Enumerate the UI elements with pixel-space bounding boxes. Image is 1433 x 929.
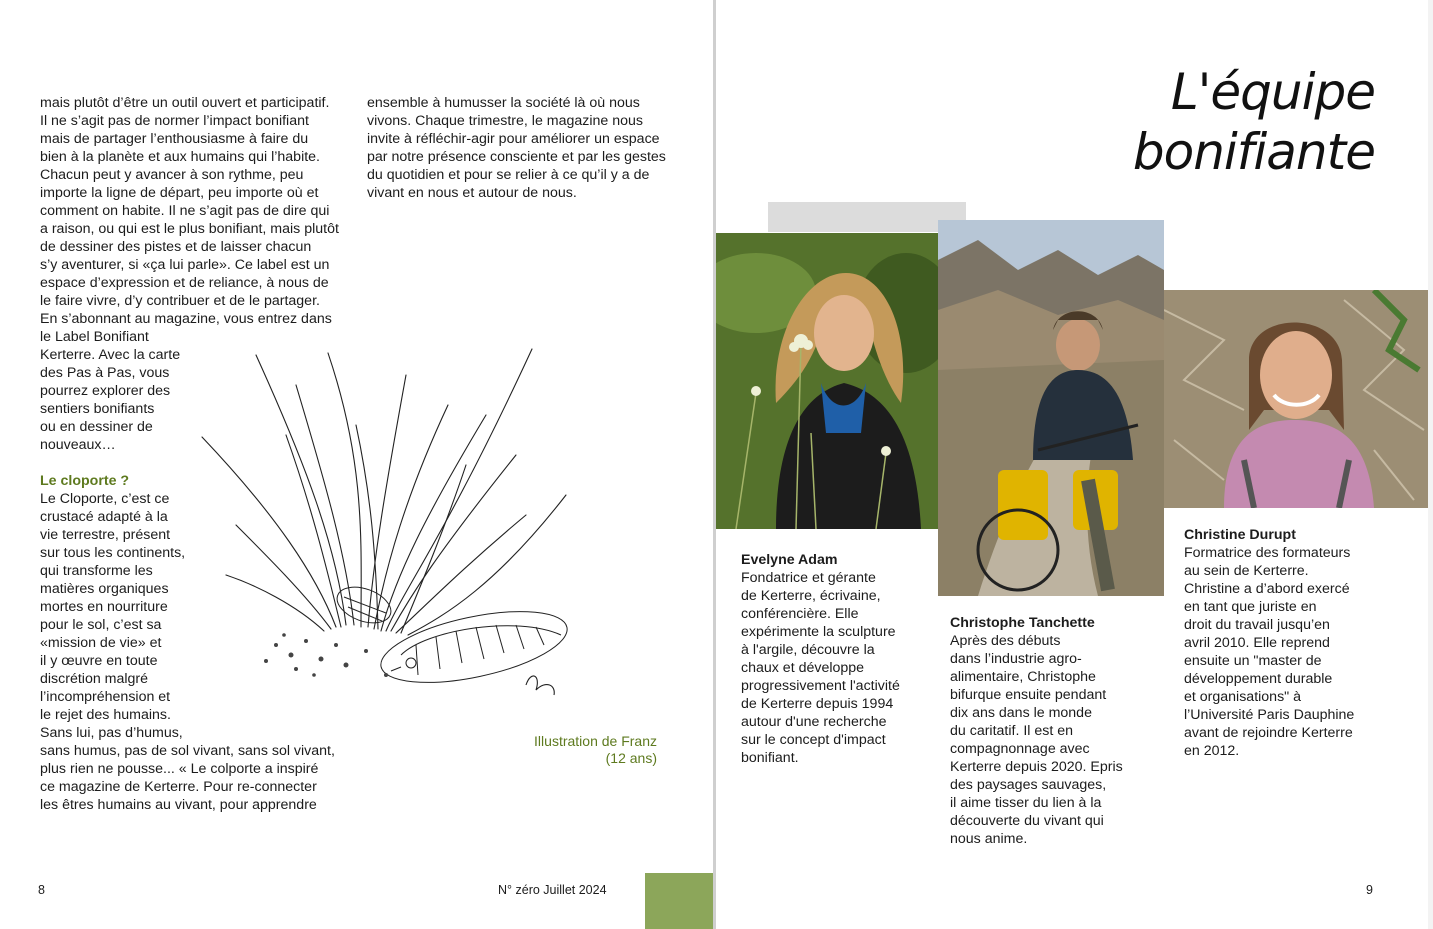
issue-label: N° zéro Juillet 2024	[498, 883, 607, 897]
portrait-photo-christine	[1164, 290, 1430, 508]
title-line-2: bonifiante	[1132, 123, 1375, 181]
team-member-card	[741, 551, 931, 767]
text-column-2	[367, 94, 667, 202]
member-name: Christophe Tanchette	[950, 615, 1095, 631]
page-number-left: 8	[38, 883, 45, 897]
portrait-photo-evelyne	[716, 233, 938, 529]
page-number-right: 9	[1366, 883, 1373, 897]
portrait-photo-christophe	[938, 220, 1164, 596]
member-bio: Fondatrice et gérante de Kerterre, écrivaine, conférencière. Elle expérimente la sculpture à l'argile, découvre la chaux et développe progressivement l'activité de Kerterre depuis 1994 autour d'une recherche sur le concept d'impact bonifiant.	[741, 570, 900, 766]
decorative-gray-bar	[768, 202, 966, 232]
member-bio: Après des débuts dans l’industrie agro- alimentaire, Christophe bifurque ensuite pendant dix ans dans le monde du caritatif. Il est en compagnonnage avec Kerterre depuis 2020. Epris des paysages sauvages, il aime tisser du lien à la découverte du vivant qui nous anime.	[950, 633, 1123, 847]
title-line-1: L'équipe	[1170, 63, 1375, 121]
woodlouse-grass-illustration	[196, 345, 576, 705]
team-member-card	[950, 614, 1150, 848]
team-member-card	[1184, 526, 1384, 760]
member-bio: Formatrice des formateurs au sein de Kerterre. Christine a d’abord exercé en tant que juriste en droit du travail jusqu’en avril 2010. Elle reprend ensuite un "master de développement durable et organisations" à l’Université Paris Dauphine avant de rejoindre Kerterre en 2012.	[1184, 545, 1355, 759]
left-page	[0, 0, 713, 929]
body-paragraph-wrapped: Kerterre. Avec la carte des Pas à Pas, vous pourrez explorer des sentiers bonifiants ou en dessiner de nouveaux…	[40, 347, 181, 453]
body-paragraph: ensemble à humusser la société là où nous vivons. Chaque trimestre, le magazine nous invite à réfléchir-agir pour améliorer un espace par notre présence consciente et par les gestes du quotidien et pour se relier à ce qu’il y a de vivant en nous et autour de nous.	[367, 95, 666, 201]
folio-color-block	[645, 873, 713, 929]
member-name: Christine Durupt	[1184, 527, 1296, 543]
illustration-caption: Illustration de Franz (12 ans)	[534, 733, 657, 766]
body-paragraph: sans humus, pas de sol vivant, sans sol vivant, plus rien ne pousse... « Le colporte a inspiré ce magazine de Kerterre. Pour re-connecter les êtres humains au vivant, pour apprendre	[40, 743, 335, 813]
section-subheading: Le cloporte ?	[40, 473, 130, 489]
body-paragraph-wrapped: Le Cloporte, c’est ce crustacé adapté à la vie terrestre, présent sur tous les continents, qui transforme les matières organiques mortes en nourriture pour le sol, c’est sa «mission de vie» et il y œuvre en toute discrétion malgré l’incompréhension et le rejet des humains. Sans lui, pas d’humus,	[40, 491, 186, 741]
member-name: Evelyne Adam	[741, 552, 838, 568]
body-paragraph: mais plutôt d’être un outil ouvert et participatif. Il ne s’agit pas de normer l’impact bonifiant mais de partager l’enthousiasme à faire du bien à la planète et aux humains qui l’habite. Chacun peut y avancer à son rythme, peu importe la ligne de départ, peu importe où et comment on habite. Il ne s’agit pas de dire qui a raison, ou qui est le plus bonifiant, mais plutôt de dessiner des pistes et de laisser chacun s’y aventurer, si «ça lui parle». Ce label est un espace d’expression et de reliance, à nous de le faire vivre, d’y contribuer et de le partager. En s’abonnant au magazine, vous entrez dans le Label Bonifiant	[40, 95, 339, 345]
page-edge	[1428, 0, 1433, 929]
page-title	[1133, 62, 1375, 182]
artist-signature	[526, 676, 554, 695]
